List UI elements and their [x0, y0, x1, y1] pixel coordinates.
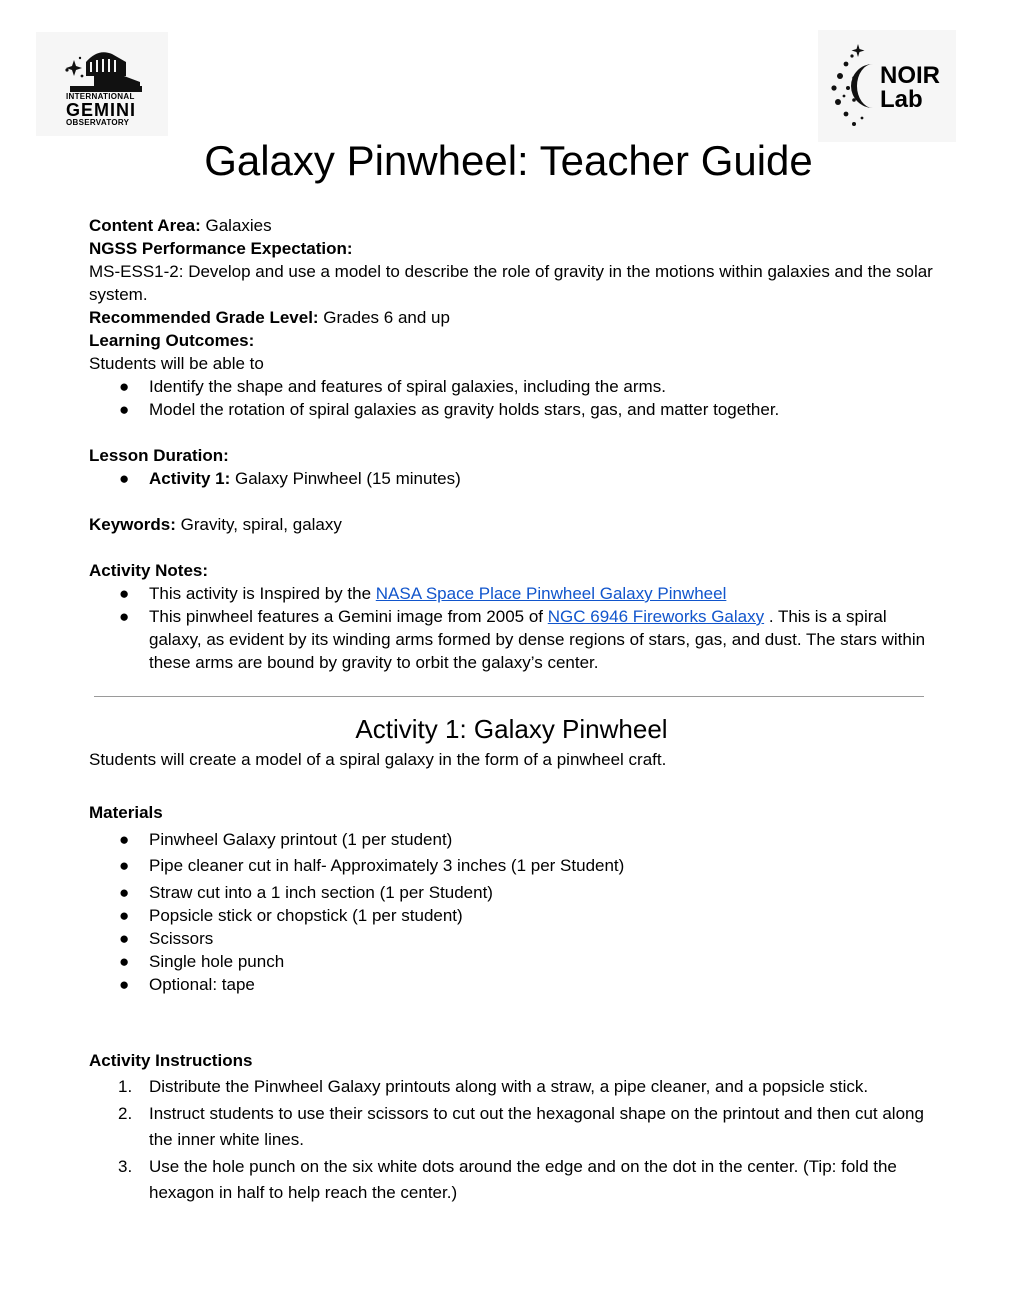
- material-text: Scissors: [149, 929, 214, 948]
- notes-list: [89, 582, 934, 674]
- step-text: Use the hole punch on the six white dots around the edge and on the dot in the center. (Tip: fold the hexagon in half to help reach the center.): [149, 1156, 897, 1202]
- activity-intro: Students will create a model of a spiral galaxy in the form of a pinwheel craft.: [89, 750, 667, 769]
- content-area-value: Galaxies: [200, 216, 272, 235]
- material-text: Straw cut into a 1 inch section (1 per Student): [149, 883, 493, 902]
- grade-line: [89, 306, 934, 329]
- content-area-label: Content Area:: [89, 216, 201, 235]
- logo-text-international: INTERNATIONAL: [66, 92, 135, 101]
- step-number: 1.: [118, 1077, 133, 1096]
- duration-list: [89, 467, 934, 490]
- note-text: . This is a spiral galaxy, as evident by its winding arms formed by dense regions of stars, gas, and dust. The stars within these arms are bound by gravity to orbit the galaxy’s center.: [149, 607, 926, 672]
- list-item: [89, 467, 934, 490]
- bullet-icon: ●: [119, 830, 130, 849]
- material-text: Optional: tape: [149, 975, 255, 994]
- bullet-icon: ●: [119, 469, 130, 488]
- list-item: [89, 950, 934, 973]
- step-number: 2.: [118, 1103, 133, 1123]
- logo-text-observatory: OBSERVATORY: [66, 118, 130, 127]
- note-text: This pinwheel features a Gemini image from 2005 of: [149, 607, 548, 626]
- step-number: 3.: [118, 1156, 133, 1176]
- bullet-icon: ●: [119, 377, 130, 396]
- gemini-observatory-logo: [36, 32, 168, 136]
- duration-label-line: [89, 444, 934, 467]
- instructions-list: [89, 1074, 934, 1207]
- list-item: [89, 904, 934, 927]
- bullet-icon: ●: [119, 856, 130, 875]
- noirlab-logo: [818, 30, 956, 142]
- duration-activity-label: Activity 1:: [149, 469, 231, 488]
- step-text: Distribute the Pinwheel Galaxy printouts along with a straw, a pipe cleaner, and a popsicle stick.: [149, 1077, 869, 1096]
- content-area-line: [89, 214, 934, 237]
- list-item: [89, 927, 934, 950]
- bullet-icon: ●: [119, 906, 130, 925]
- page-title: Galaxy Pinwheel: Teacher Guide: [204, 137, 813, 184]
- list-item: [89, 398, 934, 421]
- activity-heading: Activity 1: Galaxy Pinwheel: [355, 714, 668, 744]
- outcome-text: Identify the shape and features of spiral galaxies, including the arms.: [149, 377, 666, 396]
- instructions-label-line: [89, 1049, 934, 1072]
- list-item: [89, 973, 934, 996]
- keywords-line: [89, 513, 934, 536]
- keywords-value: Gravity, spiral, galaxy: [175, 515, 342, 534]
- ngss-label: NGSS Performance Expectation:: [89, 239, 353, 258]
- material-text: Pipe cleaner cut in half- Approximately 3 inches (1 per Student): [149, 856, 625, 875]
- list-item: [89, 1101, 934, 1154]
- bullet-icon: ●: [119, 929, 130, 948]
- ngc-6946-link[interactable]: NGC 6946 Fireworks Galaxy: [547, 607, 765, 626]
- logo-text-lab: Lab: [880, 86, 923, 113]
- list-item: [89, 375, 934, 398]
- bullet-icon: ●: [119, 975, 130, 994]
- list-item: [89, 828, 934, 851]
- outcome-text: Model the rotation of spiral galaxies as gravity holds stars, gas, and matter together.: [149, 400, 780, 419]
- list-item: [89, 1154, 934, 1207]
- bullet-icon: ●: [119, 400, 130, 419]
- materials-list: [89, 828, 934, 996]
- list-item: [89, 881, 934, 904]
- outcomes-label-line: [89, 329, 934, 352]
- list-item: [89, 1074, 934, 1101]
- note-text: This activity is Inspired by the: [149, 584, 376, 603]
- logo-text-noir: NOIR: [880, 62, 940, 89]
- materials-label-line: [89, 801, 934, 824]
- grade-value: Grades 6 and up: [318, 308, 450, 327]
- duration-activity-value: Galaxy Pinwheel (15 minutes): [230, 469, 461, 488]
- material-text: Pinwheel Galaxy printout (1 per student): [149, 830, 453, 849]
- star-sparkle-icon: [65, 57, 83, 78]
- bullet-icon: ●: [119, 883, 130, 902]
- bullet-icon: ●: [119, 584, 130, 603]
- section-divider: [94, 696, 924, 697]
- bullet-icon: ●: [119, 952, 130, 971]
- materials-label: Materials: [89, 803, 163, 822]
- keywords-label: Keywords:: [89, 515, 176, 534]
- notes-label: Activity Notes:: [89, 561, 209, 580]
- bullet-icon: ●: [119, 607, 130, 626]
- list-item: [89, 582, 934, 605]
- ngss-text: MS-ESS1-2: Develop and use a model to describe the role of gravity in the motions within galaxies and the solar system.: [89, 262, 933, 304]
- document-body: [89, 214, 934, 1207]
- outcomes-list: [89, 375, 934, 421]
- material-text: Popsicle stick or chopstick (1 per student): [149, 906, 463, 925]
- instructions-label: Activity Instructions: [89, 1051, 253, 1070]
- duration-label: Lesson Duration:: [89, 446, 229, 465]
- notes-label-line: [89, 559, 934, 582]
- material-text: Single hole punch: [149, 952, 285, 971]
- nasa-space-place-link[interactable]: NASA Space Place Pinwheel Galaxy Pinwheel: [375, 584, 727, 603]
- ngss-label-line: [89, 237, 934, 260]
- list-item: [89, 605, 934, 674]
- list-item: [89, 854, 934, 877]
- outcomes-intro: Students will be able to: [89, 354, 264, 373]
- logo-text-gemini: GEMINI: [66, 100, 137, 120]
- outcomes-label: Learning Outcomes:: [89, 331, 255, 350]
- step-text: Instruct students to use their scissors to cut out the hexagonal shape on the printout and then cut along the inner white lines.: [149, 1103, 924, 1149]
- grade-label: Recommended Grade Level:: [89, 308, 319, 327]
